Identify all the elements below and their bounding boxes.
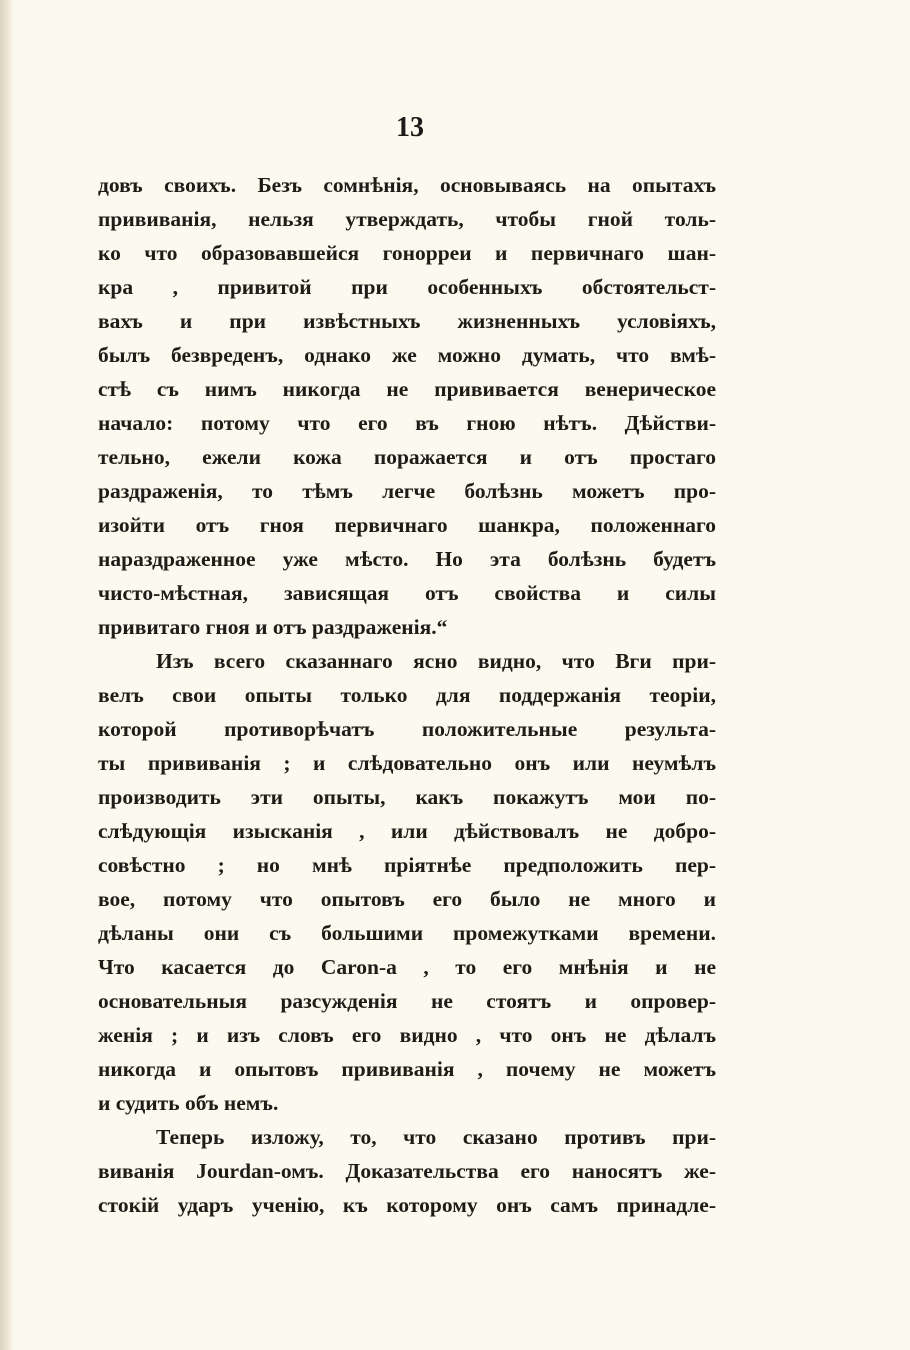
- text-line: стѣ съ нимъ никогда не прививается венерическое: [98, 377, 716, 401]
- text-line: нараздраженное уже мѣсто. Но эта болѣзнь будетъ: [98, 547, 716, 571]
- text-line: Изъ всего сказаннаго ясно видно, что Вги при-: [156, 649, 716, 673]
- text-line: изойти отъ гноя первичнаго шанкра, положеннаго: [98, 513, 716, 537]
- text-line: виванія Jourdan-омъ. Доказательства его наносятъ же-: [98, 1159, 716, 1183]
- text-line: былъ безвреденъ, однако же можно думать, что вмѣ-: [98, 343, 716, 367]
- text-line: вое, потому что опытовъ его было не много и: [98, 887, 716, 911]
- text-line: женія ; и изъ словъ его видно , что онъ не дѣлалъ: [98, 1023, 716, 1047]
- text-line: слѣдующія изысканія , или дѣйствовалъ не добро-: [98, 819, 716, 843]
- text-line: дѣланы они съ большими промежутками времени.: [98, 921, 716, 945]
- text-line: стокій ударъ ученію, къ которому онъ самъ принадле-: [98, 1193, 716, 1217]
- paragraph: [98, 168, 716, 644]
- text-line: начало: потому что его въ гною нѣтъ. Дѣйстви-: [98, 411, 716, 435]
- text-line: вахъ и при извѣстныхъ жизненныхъ условіяхъ,: [98, 309, 716, 333]
- text-line: чисто-мѣстная, зависящая отъ свойства и силы: [98, 581, 716, 605]
- text-line: кра , привитой при особенныхъ обстоятельст-: [98, 275, 716, 299]
- text-line: совѣстно ; но мнѣ пріятнѣе предположить пер-: [98, 853, 716, 877]
- text-line: основательныя разсужденія не стоятъ и опровер-: [98, 989, 716, 1013]
- text-line: ты прививанія ; и слѣдовательно онъ или неумѣлъ: [98, 751, 716, 775]
- text-line: тельно, ежели кожа поражается и отъ простаго: [98, 445, 716, 469]
- text-line: привитаго гноя и отъ раздраженія.“: [98, 615, 448, 639]
- text-line: ко что образовавшейся гонорреи и первичнаго шан-: [98, 241, 716, 265]
- page-number: 13: [396, 112, 424, 143]
- text-line: довъ своихъ. Безъ сомнѣнія, основываясь на опытахъ: [98, 173, 716, 197]
- paragraph: [98, 1120, 716, 1222]
- text-line: никогда и опытовъ прививанія , почему не можетъ: [98, 1057, 716, 1081]
- text-line: Теперь изложу, то, что сказано противъ при-: [156, 1125, 716, 1149]
- paragraph: [98, 644, 716, 1120]
- body-text: [98, 168, 716, 1222]
- text-line: Что касается до Caron-a , то его мнѣнія и не: [98, 955, 716, 979]
- text-line: которой противорѣчатъ положительные результа-: [98, 717, 716, 741]
- text-line: раздраженія, то тѣмъ легче болѣзнь можетъ про-: [98, 479, 716, 503]
- text-line: велъ свои опыты только для поддержанія теоріи,: [98, 683, 716, 707]
- scan-page-edge: [0, 0, 14, 1350]
- text-line: производить эти опыты, какъ покажутъ мои по-: [98, 785, 716, 809]
- text-line: и судить объ немъ.: [98, 1091, 279, 1115]
- text-line: прививанія, нельзя утверждать, чтобы гной толь-: [98, 207, 716, 231]
